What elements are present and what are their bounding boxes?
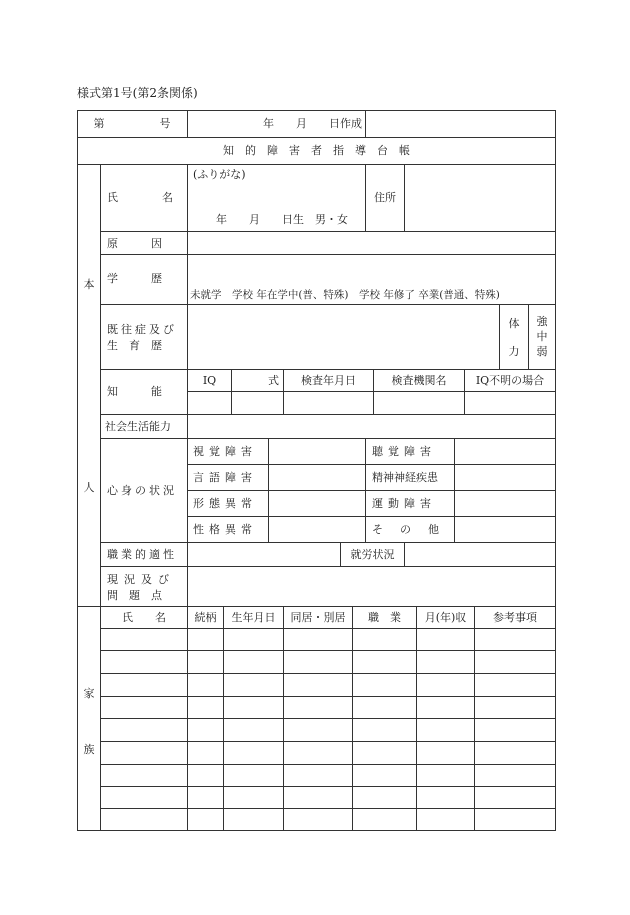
rule (100, 673, 556, 674)
address-label: 住所 (374, 191, 396, 204)
strength-level-medium: 中 (536, 330, 548, 343)
rule (100, 808, 556, 809)
rule (77, 606, 556, 607)
rule (100, 254, 556, 255)
rule (499, 304, 500, 369)
honnin-side-char: 本 (83, 278, 95, 291)
family-header-income: 月(年)収 (424, 611, 467, 624)
rule (188, 464, 556, 465)
rule (555, 110, 556, 831)
rule (188, 490, 556, 491)
mind-body-item-right: その他 (372, 523, 456, 536)
family-side-char: 族 (83, 743, 95, 756)
family-side-char: 家 (83, 687, 95, 700)
family-header-cohabitation: 同居・別居 (290, 611, 346, 624)
current-label-line1: 現況及び (107, 573, 175, 586)
rule (77, 830, 556, 831)
family-header-occupation: 職 業 (368, 611, 401, 624)
rule (100, 231, 556, 232)
rule (404, 542, 405, 566)
rule (77, 110, 78, 831)
iq-label: IQ (202, 374, 217, 387)
rule (223, 606, 224, 831)
furigana-label: (ふりがな) (193, 168, 246, 181)
history-label-line1: 既往症及び (107, 323, 177, 336)
name-label: 氏 名 (107, 191, 173, 204)
rule (283, 606, 284, 831)
formula-label: 式 (268, 374, 279, 387)
rule (100, 718, 556, 719)
rule (100, 369, 556, 370)
rule (100, 786, 556, 787)
rule (77, 110, 556, 111)
rule (100, 164, 101, 831)
rule (100, 628, 556, 629)
rule (474, 606, 475, 831)
mind-body-item-left: 言語障害 (193, 471, 257, 484)
family-header-birthdate: 生年月日 (231, 611, 276, 624)
physical-strength-label: 力 (508, 345, 520, 358)
rule (268, 438, 269, 542)
date-created-label: 年 月 日作成 (263, 117, 362, 130)
mind-body-label: 心身の状況 (107, 484, 177, 497)
rule (231, 369, 232, 414)
rule (100, 304, 556, 305)
mind-body-item-left: 性格異常 (193, 523, 257, 536)
intelligence-label: 知 能 (107, 385, 162, 398)
form-title: 様式第1号(第2条関係) (77, 86, 198, 100)
rule (100, 764, 556, 765)
rule (100, 414, 556, 415)
rule (100, 438, 556, 439)
rule (188, 516, 556, 517)
rule (365, 438, 366, 542)
mind-body-item-left: 視覚障害 (193, 445, 257, 458)
honnin-side-char: 人 (83, 481, 95, 494)
family-header-name: 氏 名 (122, 611, 166, 624)
rule (100, 741, 556, 742)
family-header-notes: 参考事項 (493, 611, 537, 624)
rule (100, 650, 556, 651)
rule (100, 542, 556, 543)
mind-body-item-right: 運動障害 (372, 497, 436, 510)
current-label-line2: 問 題 点 (107, 589, 162, 602)
cause-label: 原 因 (107, 237, 162, 250)
rule (77, 164, 556, 165)
rule (100, 566, 556, 567)
book-title: 知 的 障 害 者 指 導 台 帳 (223, 144, 410, 157)
rule (416, 606, 417, 831)
education-text: 未就学 学校 年在学中(普、特殊) 学校 年修了 卒業(普通、特殊) (190, 289, 500, 301)
birth-sex-label: 年 月 日生 男・女 (216, 213, 348, 226)
aptitude-label: 職業的適性 (107, 548, 177, 561)
rule (77, 137, 556, 138)
number-label: 第 号 (93, 117, 171, 130)
work-status-label: 就労状況 (350, 548, 395, 561)
rule (100, 696, 556, 697)
rule (187, 110, 188, 137)
family-header-relation: 続柄 (194, 611, 217, 624)
exam-org-label: 検査機関名 (391, 374, 447, 387)
social-ability-label: 社会生活能力 (105, 420, 171, 433)
exam-date-label: 検査年月日 (301, 374, 356, 387)
strength-level-weak: 弱 (536, 345, 548, 358)
education-label: 学 歴 (107, 272, 162, 285)
iq-unknown-label: IQ不明の場合 (475, 374, 545, 387)
rule (188, 391, 556, 392)
rule (187, 606, 188, 831)
rule (365, 110, 366, 137)
rule (352, 606, 353, 831)
mind-body-item-left: 形態異常 (193, 497, 257, 510)
mind-body-item-right: 精神神経疾患 (372, 471, 438, 484)
rule (404, 164, 405, 231)
strength-level-strong: 強 (536, 315, 548, 328)
physical-strength-label: 体 (508, 317, 520, 330)
mind-body-item-right: 聴覚障害 (372, 445, 436, 458)
history-label-line2: 生 育 歴 (107, 339, 162, 352)
